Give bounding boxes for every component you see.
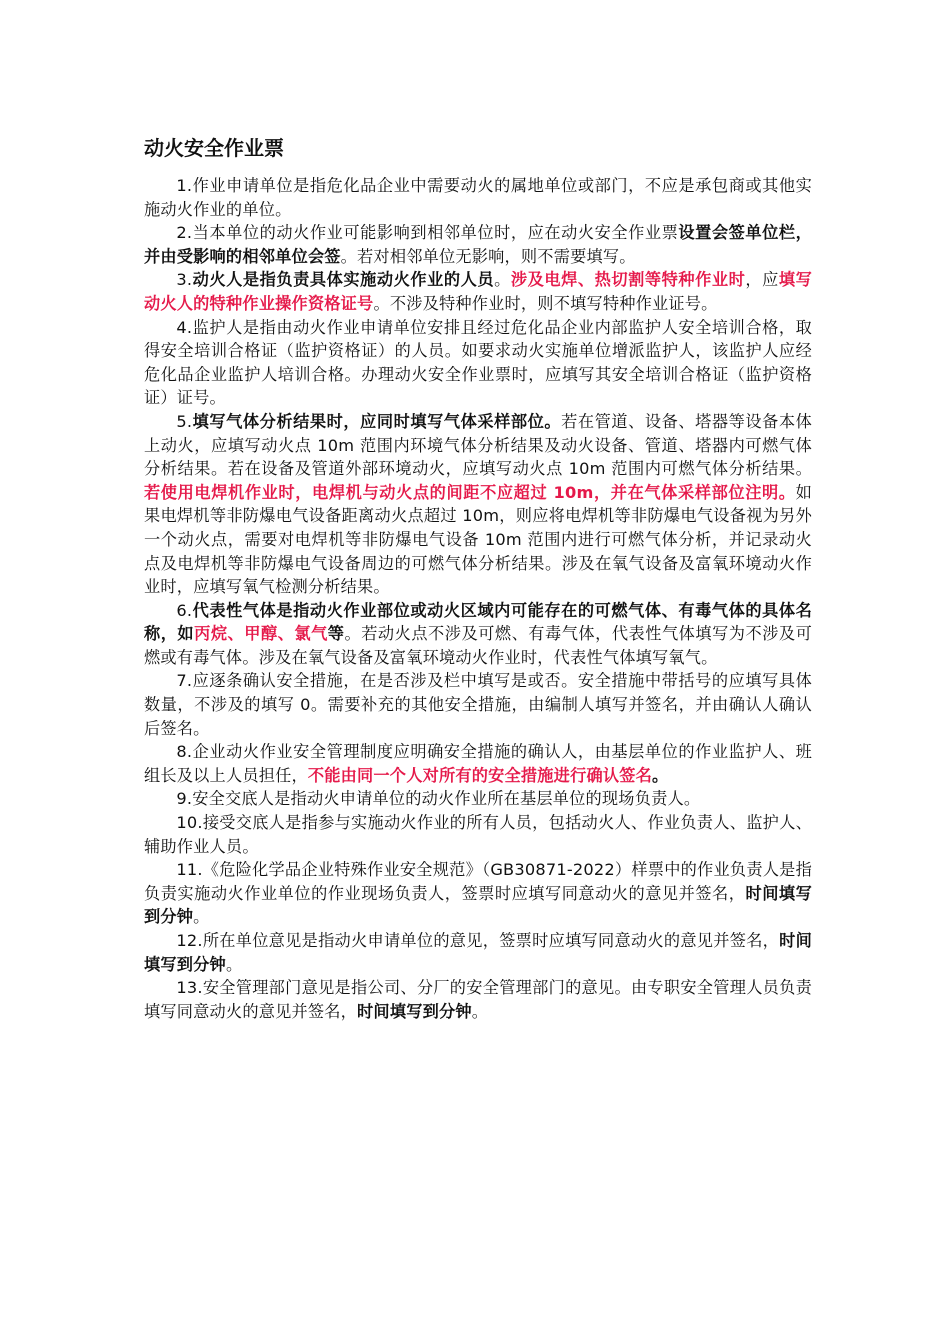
paragraph-7 (144, 669, 812, 740)
paragraph-13 (144, 976, 812, 1023)
bold-text: 动火人是指负责具体实施动火作业的人员 (192, 270, 495, 290)
document-title: 动火安全作业票 (144, 136, 284, 160)
paragraph-2 (144, 221, 812, 268)
paragraph-12 (144, 929, 812, 976)
body-text: 。若动火点不涉及可燃、有毒气体，代表性气体填写为不涉及可燃或有毒气体。涉及在氧气设备及富氧环境动火作业时，代表性气体填写氧气。 (144, 624, 812, 667)
paragraph-6 (144, 599, 812, 670)
body-text: 。 (494, 270, 511, 290)
bold-text: 。 (652, 765, 669, 785)
paragraph-10 (144, 811, 812, 858)
body-text: 。不涉及特种作业时，则不填写特种作业证号。 (373, 293, 718, 313)
paragraph-5 (144, 410, 812, 599)
paragraph-11 (144, 858, 812, 929)
bold-text: 代表性气体是指动火作业部位或动火区域内可能存在的可燃气体、有毒气体的具体名称，如 (144, 600, 812, 644)
document-page (144, 132, 812, 1023)
body-text: 4.监护人是指由动火作业申请单位安排且经过危化品企业内部监护人安全培训合格，取得安全培训合格证（监护资格证）的人员。如要求动火实施单位增派监护人，该监护人应经危化品企业监护人培训合格。办理动火安全作业票时，应填写其安全培训合格证（监护资格证）证号。 (144, 317, 812, 408)
highlight-text: 填写动火人的特种作业操作资格证号 (144, 270, 812, 313)
body-text: 。 (225, 954, 243, 974)
body-text: 7.应逐条确认安全措施，在是否涉及栏中填写是或否。安全措施中带括号的应填写具体数量，不涉及的填写 0。需要补充的其他安全措施，由编制人填写并签名，并由确认人确认后签名。 (144, 671, 812, 738)
paragraph-4 (144, 316, 812, 410)
bold-text: 时间填写到分钟 (144, 931, 812, 974)
highlight-text: 若使用电焊机作业时，电焊机与动火点的间距不应超过 10m，并在气体采样部位注明。 (144, 482, 796, 502)
bold-text: 时间填写到分钟 (357, 1001, 472, 1021)
body-text: 如果电焊机等非防爆电气设备距离动火点超过 10m，则应将电焊机等非防爆电气设备视为另外一个动火点，需要对电焊机等非防爆电气设备 10m 范围内进行可燃气体分析，并记录动火点及电焊机等非防爆电气设备周边的可燃气体分析结果。涉及在氧气设备及富氧环境动火作业时，应填写氧气检测分析结果。 (144, 482, 812, 597)
paragraph-1 (144, 174, 812, 221)
highlight-text: 涉及电焊、热切割等特种作业时 (510, 270, 746, 290)
body-text: ，应 (745, 270, 779, 290)
body-text: 6. (176, 600, 193, 620)
body-text: 10.接受交底人是指参与实施动火作业的所有人员，包括动火人、作业负责人、监护人、辅助作业人员。 (144, 813, 812, 856)
body-text: 12.所在单位意见是指动火申请单位的意见，签票时应填写同意动火的意见并签名， (176, 931, 780, 950)
highlight-text: 丙烷、甲醇、氯气 (194, 624, 328, 644)
bold-text: 时间填写到分钟 (144, 883, 812, 927)
paragraph-8 (144, 740, 812, 787)
body-text: 11.《危险化学品企业特殊作业安全规范》（GB30871-2022）样票中的作业负责人是指负责实施动火作业单位的作业现场负责人，签票时应填写同意动火的意见并签名， (144, 860, 812, 903)
body-text: 8.企业动火作业安全管理制度应明确安全措施的确认人，由基层单位的作业监护人、班组长及以上人员担任， (144, 742, 812, 785)
paragraph-list (144, 174, 812, 1023)
paragraph-9 (144, 787, 812, 811)
bold-text: 填写气体分析结果时，应同时填写气体采样部位。 (192, 411, 562, 431)
body-text: 。 (193, 907, 210, 927)
body-text: 1.作业申请单位是指危化品企业中需要动火的属地单位或部门，不应是承包商或其他实施动火作业的单位。 (144, 176, 812, 219)
bold-text: 设置会签单位栏，并由受影响的相邻单位会签 (144, 223, 812, 266)
bold-text: 等 (327, 624, 345, 644)
body-text: 。若对相邻单位无影响，则不需要填写。 (340, 246, 636, 266)
paragraph-3 (144, 268, 812, 315)
body-text: 。 (471, 1001, 489, 1021)
body-text: 3. (176, 270, 193, 290)
body-text: 2.当本单位的动火作业可能影响到相邻单位时，应在动火安全作业票 (176, 223, 679, 243)
body-text: 若在管道、设备、塔器等设备本体上动火，应填写动火点 10m 范围内环境气体分析结果及动火设备、管道、塔器内可燃气体分析结果。若在设备及管道外部环境动火，应填写动火点 10m 范围内可燃气体分析结果。 (144, 411, 812, 479)
highlight-text: 不能由同一个人对所有的安全措施进行确认签名 (307, 765, 653, 785)
body-text: 13.安全管理部门意见是指公司、分厂的安全管理部门的意见。由专职安全管理人员负责填写同意动火的意见并签名， (144, 978, 812, 1021)
body-text: 9.安全交底人是指动火申请单位的动火作业所在基层单位的现场负责人。 (176, 789, 701, 809)
body-text: 5. (176, 411, 193, 431)
